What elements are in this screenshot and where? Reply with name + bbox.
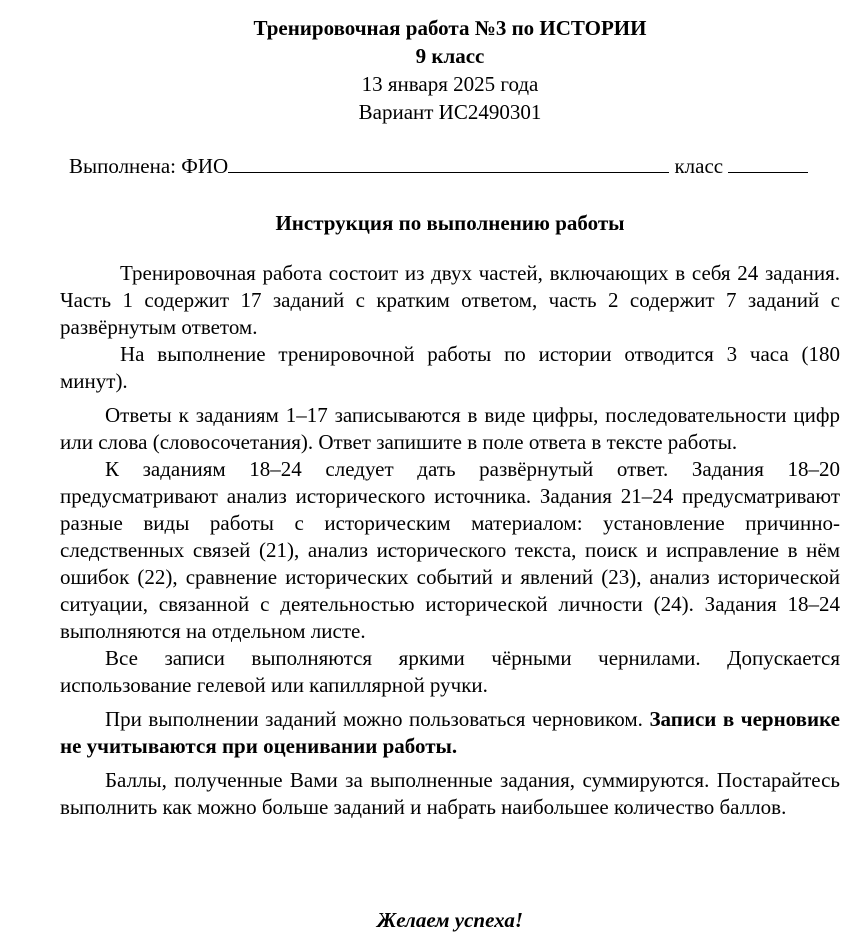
grade-label: 9 класс <box>415 44 485 68</box>
instructions-paragraph-1: Тренировочная работа состоит из двух частей, включающих в себя 24 задания. Часть 1 содержит 17 заданий с кратким ответом, часть 2 содержит 7 заданий с развёрнутым ответом. <box>60 261 840 339</box>
fio-blank-field[interactable] <box>228 152 669 173</box>
instructions-body <box>60 260 840 821</box>
instructions-paragraph-2: На выполнение тренировочной работы по истории отводится 3 часа (180 минут). <box>60 342 840 393</box>
class-label: класс <box>674 154 724 178</box>
good-luck-wish: Желаем успеха! <box>376 908 524 932</box>
instructions-title: Инструкция по выполнению работы <box>275 211 625 235</box>
date-label: 13 января 2025 года <box>361 72 539 96</box>
student-info-line <box>69 152 808 180</box>
done-by-label: Выполнена: ФИО <box>69 154 229 178</box>
instructions-paragraph-4: К заданиям 18–24 следует дать развёрнутый ответ. Задания 18–20 предусматривают анализ исторического источника. Задания 21–24 предусматривают разные виды работы с историческим материалом: установление причинно-следственных связей (21), анализ исторического текста, поиск и исправление в нём ошибок (22), сравнение исторических событий и явлений (23), анализ исторической ситуации, связанной с деятельностью исторической личности (24). Задания 18–24 выполняются на отдельном листе. <box>60 457 840 643</box>
instructions-paragraph-7: Баллы, полученные Вами за выполненные задания, суммируются. Постарайтесь выполнить как можно больше заданий и набрать наибольшее количество баллов. <box>60 768 840 819</box>
variant-label: Вариант ИС2490301 <box>358 100 542 124</box>
draft-note: При выполнении заданий можно пользоваться черновиком. <box>105 707 650 731</box>
instructions-paragraph-6 <box>60 706 840 760</box>
class-blank-field[interactable] <box>728 152 808 173</box>
instructions-paragraph-5: Все записи выполняются яркими чёрными чернилами. Допускается использование гелевой или капиллярной ручки. <box>60 646 840 697</box>
document-header <box>0 14 857 126</box>
instructions-paragraph-3: Ответы к заданиям 1–17 записываются в виде цифры, последовательности цифр или слова (словосочетания). Ответ запишите в поле ответа в тексте работы. <box>60 403 840 454</box>
document-title: Тренировочная работа №3 по ИСТОРИИ <box>253 16 647 40</box>
draft-warning: Записи в черновике не учитываются при оценивании работы. <box>60 707 840 758</box>
